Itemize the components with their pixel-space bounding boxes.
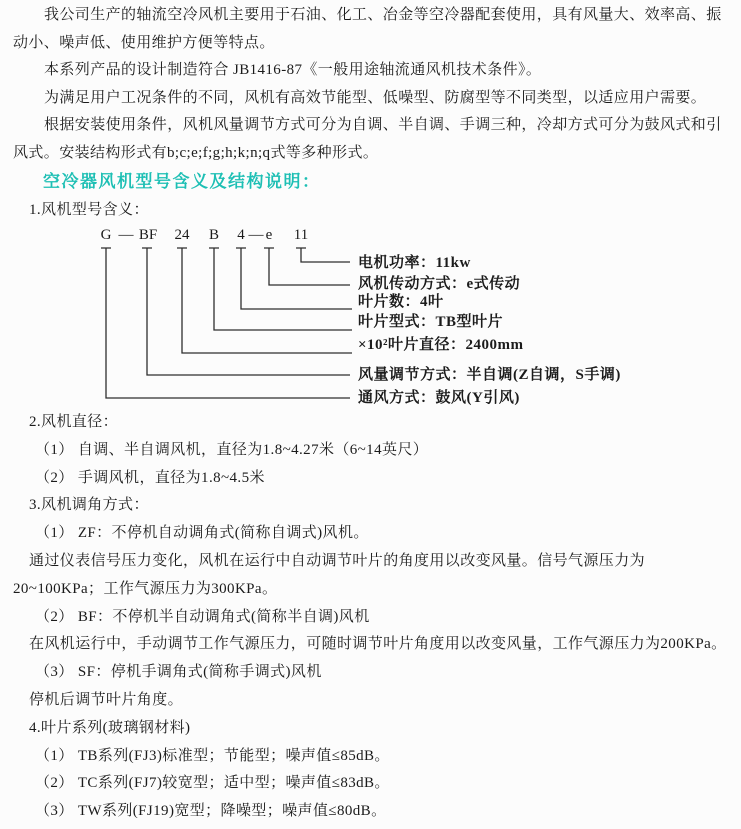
diagram-label-airflow-regulation: 风量调节方式：半自调(Z自调，S手调): [358, 367, 621, 383]
blade-item-tw: （3） TW系列(FJ19)宽型；降噪型；噪声值≤80dB。: [35, 803, 387, 820]
model-code-blade-type: B: [208, 227, 220, 243]
diagram-label-motor-power: 电机功率：11kw: [358, 255, 471, 271]
angle-item-bf: （2） BF：不停机半自动调角式(简称半自调)风机: [35, 608, 370, 625]
intro-paragraph-types: 为满足用户工况条件的不同，风机有高效节能型、低噪型、防腐型等不同类型，以适应用户需要。: [44, 89, 707, 106]
angle-desc-sf: 停机后调节叶片角度。: [29, 691, 184, 708]
model-code-regulation: BF: [138, 227, 158, 243]
diagram-label-blade-type: 叶片型式：TB型叶片: [358, 314, 504, 330]
angle-item-sf: （3） SF：停机手调角式(简称手调式)风机: [35, 664, 322, 681]
section-title: 空冷器风机型号含义及结构说明：: [43, 172, 321, 191]
dash-separator: —: [248, 227, 264, 243]
angle-desc-zf: 通过仪表信号压力变化，风机在运行中自动调节叶片的角度用以改变风量。信号气源压力为20~100KPa；工作气源压力为300KPa。: [13, 552, 646, 597]
angle-heading: 3.风机调角方式：: [29, 497, 149, 514]
diagram-label-blade-diameter: ×10²叶片直径：2400mm: [358, 337, 524, 353]
model-meaning-heading: 1.风机型号含义：: [29, 202, 149, 218]
diameter-item-auto: （1） 自调、半自调风机，直径为1.8~4.27米（6~14英尺）: [35, 441, 429, 458]
angle-item-zf: （1） ZF：不停机自动调角式(简称自调式)风机。: [35, 525, 369, 542]
blade-item-tb: （1） TB系列(FJ3)标准型；节能型；噪声值≤85dB。: [35, 747, 390, 764]
model-code-power: 11: [293, 227, 309, 243]
model-code-blade-count: 4: [237, 227, 245, 243]
intro-paragraph-installation: 根据安装使用条件，风机风量调节方式可分为自调、半自调、手调三种，冷却方式可分为鼓风式和引风式。安装结构形式有b;c;e;f;g;h;k;n;q式等多种形式。: [13, 117, 722, 161]
diagram-label-ventilation-mode: 通风方式：鼓风(Y引风): [358, 390, 520, 406]
intro-paragraph-features: 我公司生产的轴流空冷风机主要用于石油、化工、冶金等空冷器配套使用，具有风量大、效率高、振动小、噪声低、使用维护方便等特点。: [13, 7, 722, 51]
angle-desc-bf: 在风机运行中，手动调节工作气源压力，可随时调节叶片角度用以改变风量，工作气源压力为200KPa。: [29, 636, 727, 653]
diameter-heading: 2.风机直径：: [29, 414, 119, 430]
blade-item-tc: （2） TC系列(FJ7)较宽型；适中型；噪声值≤83dB。: [35, 775, 390, 792]
model-code-ventilation: G: [100, 227, 112, 243]
intro-paragraph-standard: 本系列产品的设计制造符合 JB1416-87《一般用途轴流通风机技术条件》。: [44, 62, 542, 78]
diameter-item-manual: （2） 手调风机，直径为1.8~4.5米: [35, 469, 265, 486]
model-code-diagram: [0, 224, 741, 409]
diagram-label-blade-count: 叶片数：4叶: [358, 294, 444, 310]
lower-sections: [13, 409, 733, 826]
model-code-drive: e: [265, 227, 273, 243]
diagram-label-drive-mode: 风机传动方式：e式传动: [358, 276, 521, 292]
blade-heading: 4.叶片系列(玻璃钢材料): [29, 719, 191, 736]
dash-separator: —: [118, 227, 134, 243]
model-code-diameter: 24: [174, 227, 190, 243]
